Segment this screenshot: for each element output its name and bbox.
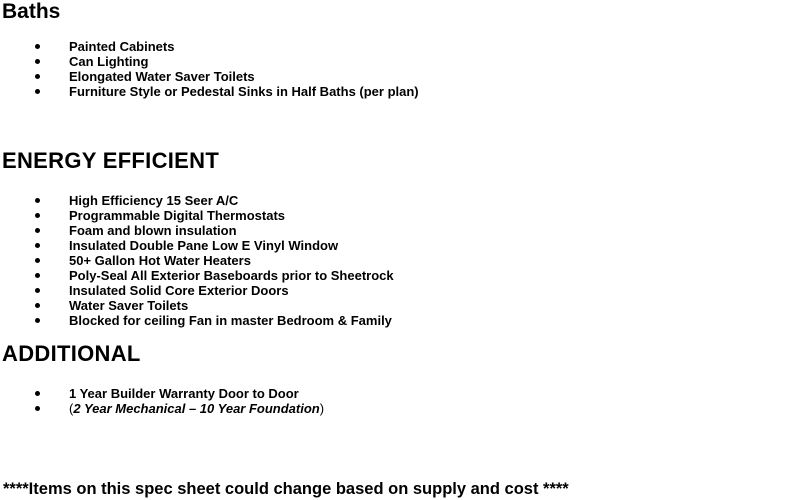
list-item-text: Poly-Seal All Exterior Baseboards prior to Sheetrock	[69, 268, 394, 283]
bullet-icon	[35, 258, 40, 263]
list-item-text: Insulated Solid Core Exterior Doors	[69, 283, 289, 298]
list-item-text: Can Lighting	[69, 54, 149, 69]
bullet-icon	[35, 288, 40, 293]
bullet-icon	[35, 198, 40, 203]
list-item-text: Elongated Water Saver Toilets	[69, 69, 255, 84]
list-item-text	[69, 401, 324, 416]
bullet-icon	[35, 44, 40, 49]
additional-heading: ADDITIONAL	[2, 341, 141, 366]
disclaimer-footer: ****Items on this spec sheet could change based on supply and cost ****	[3, 480, 569, 498]
list-item-text: Water Saver Toilets	[69, 298, 189, 313]
energy-efficient-heading: ENERGY EFFICIENT	[2, 148, 220, 173]
list-item-text: 50+ Gallon Hot Water Heaters	[69, 253, 251, 268]
list-item-text: Insulated Double Pane Low E Vinyl Window	[69, 238, 339, 253]
warranty-detail-text: 2 Year Mechanical – 10 Year Foundation	[73, 401, 320, 416]
bullet-icon	[35, 303, 40, 308]
close-paren: )	[319, 401, 325, 416]
bullet-icon	[35, 273, 40, 278]
bullet-icon	[35, 228, 40, 233]
bullet-icon	[35, 89, 40, 94]
list-item-text: Furniture Style or Pedestal Sinks in Half Baths (per plan)	[69, 84, 419, 99]
bullet-icon	[35, 243, 40, 248]
bullet-icon	[35, 318, 40, 323]
list-item-text: Foam and blown insulation	[69, 223, 237, 238]
list-item-text: 1 Year Builder Warranty Door to Door	[69, 386, 299, 401]
bullet-icon	[35, 59, 40, 64]
bullet-icon	[35, 391, 40, 396]
list-item-text: Blocked for ceiling Fan in master Bedroom & Family	[69, 313, 392, 328]
bullet-icon	[35, 406, 40, 411]
bullet-icon	[35, 213, 40, 218]
open-paren: (	[69, 401, 74, 416]
list-item-text: Programmable Digital Thermostats	[69, 208, 285, 223]
baths-heading: Baths	[2, 0, 61, 23]
bullet-icon	[35, 74, 40, 79]
list-item-text: Painted Cabinets	[69, 39, 175, 54]
list-item-text: High Efficiency 15 Seer A/C	[69, 193, 239, 208]
